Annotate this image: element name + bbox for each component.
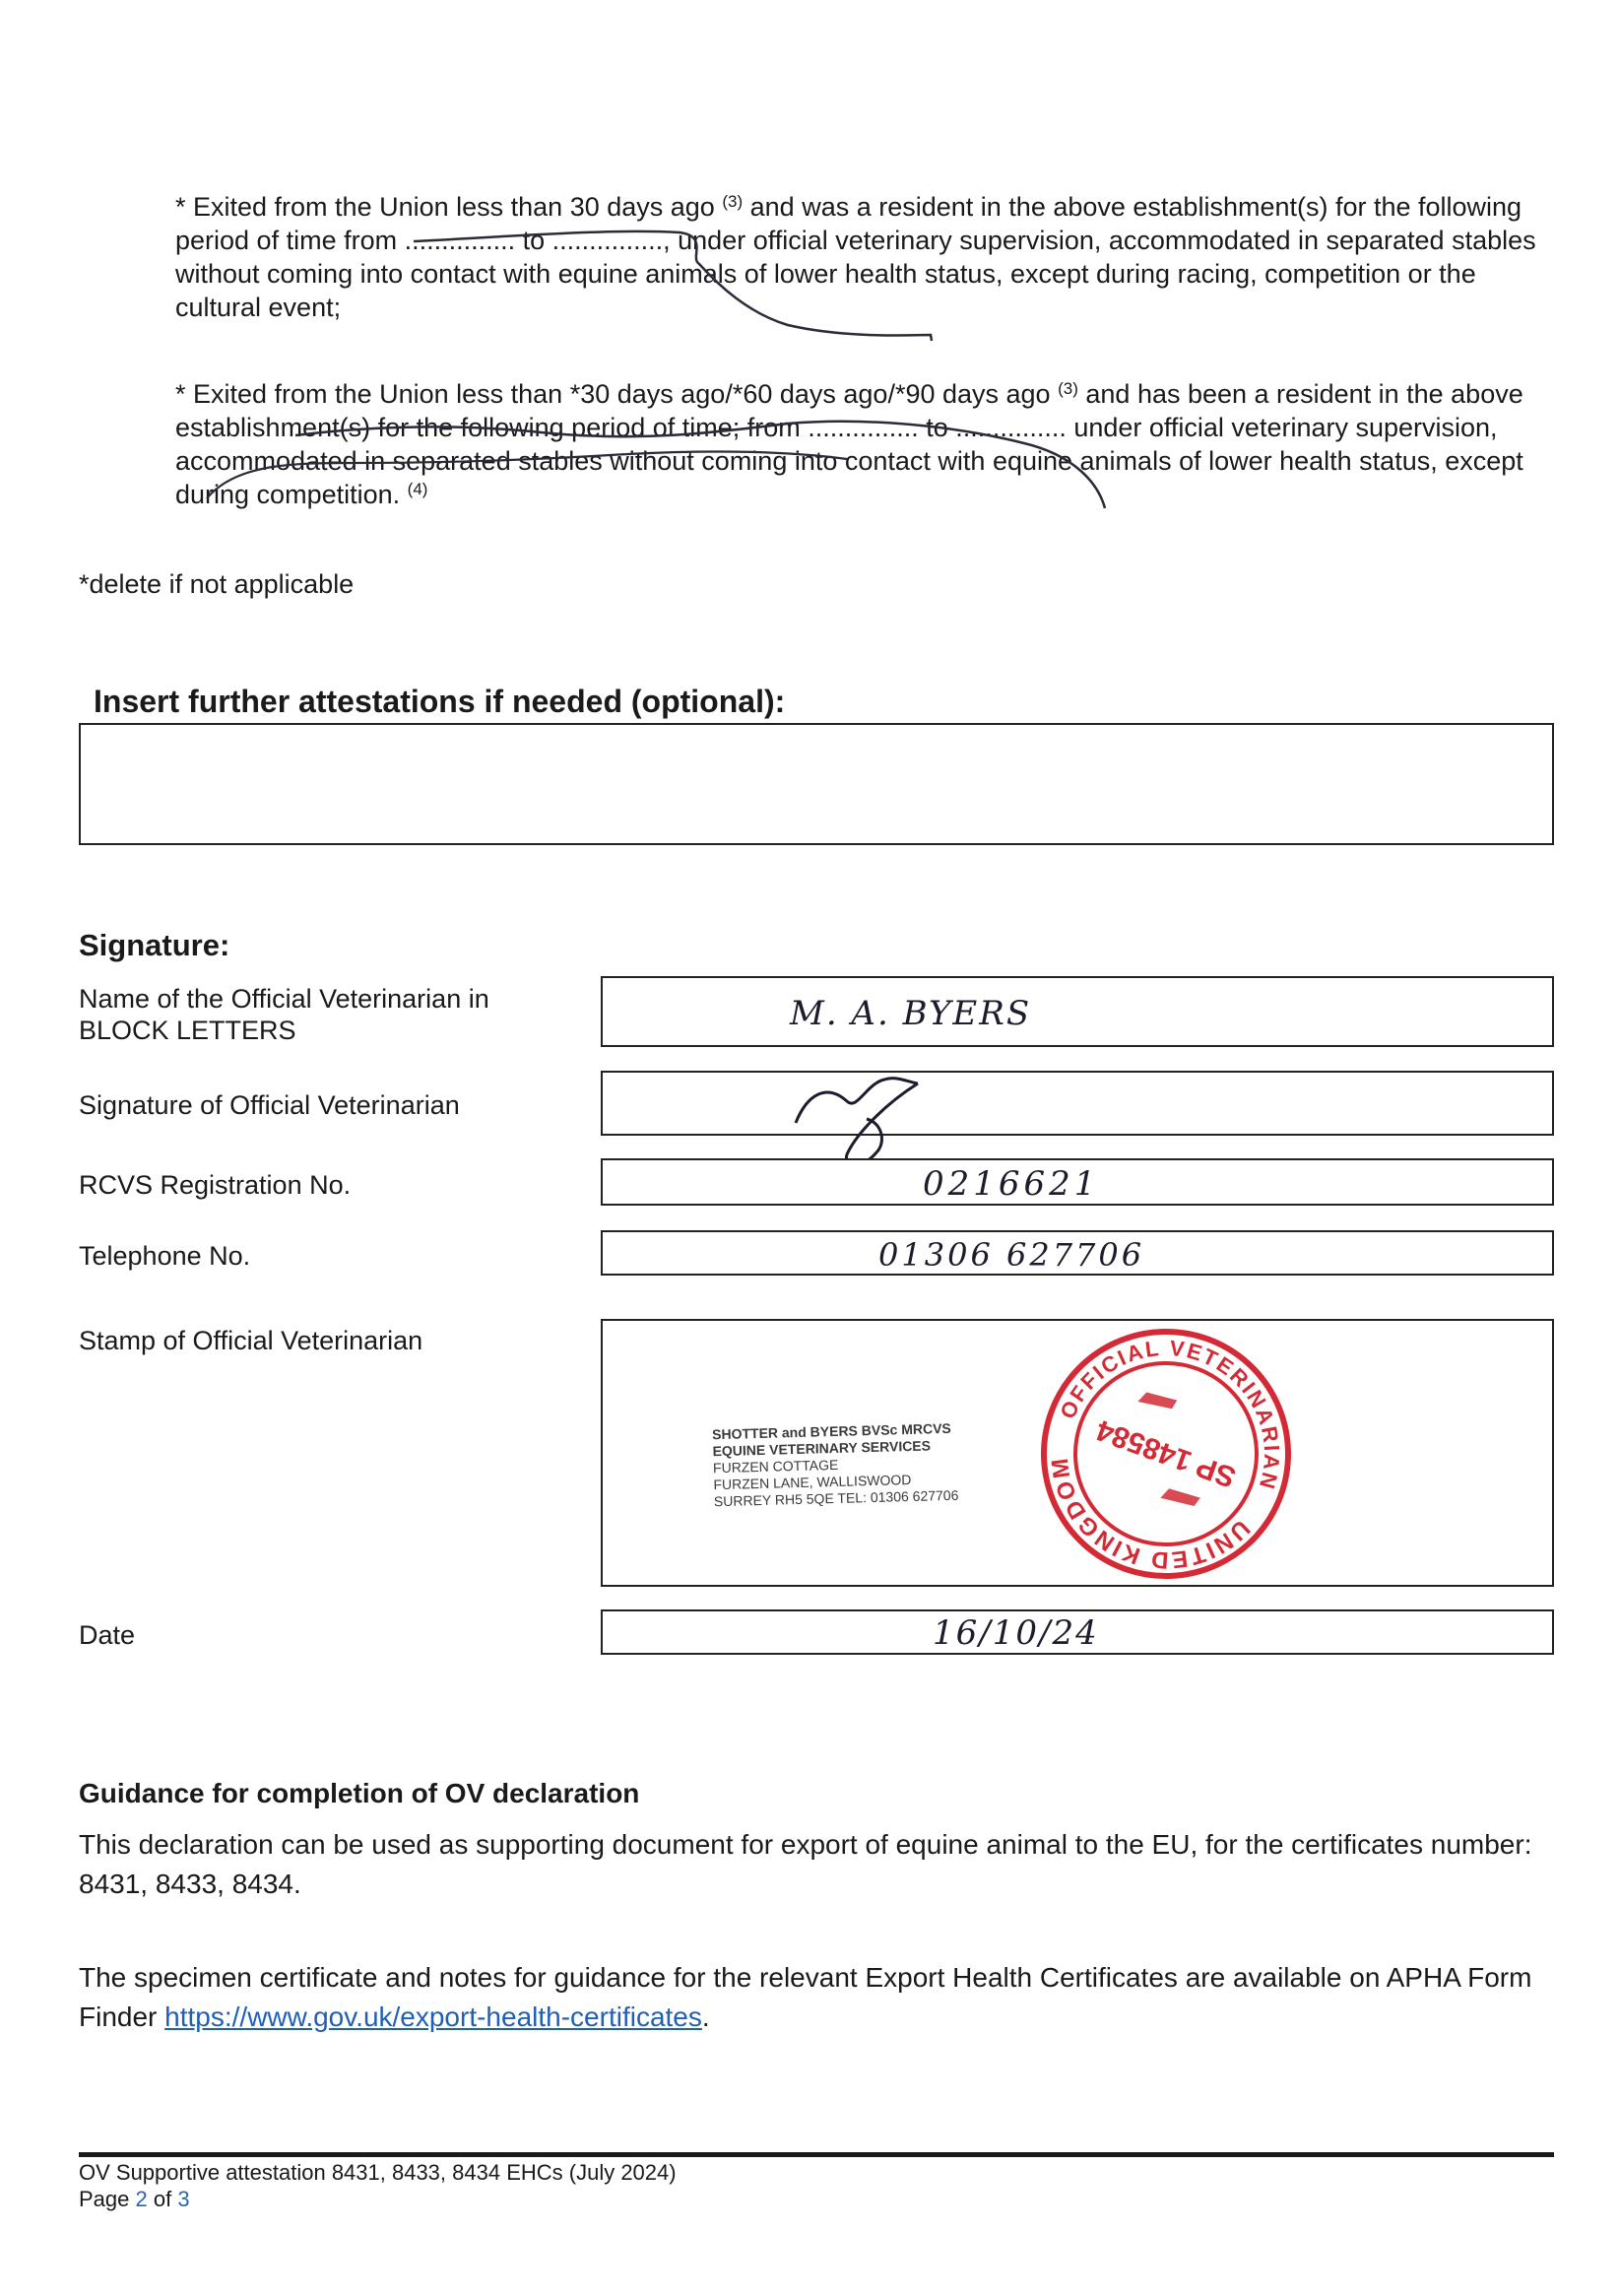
ov-signature-field[interactable] [601,1071,1554,1136]
official-veterinarian-seal [1028,1316,1304,1592]
seal-bottom-text: OFFICIAL VETERINARIAN [1055,1335,1285,1494]
attestation-1-text-b: and was a resident in the above establishment(s) for the following period of time from ............... to ..............., under official veterinary supervision, accommodated in separated stables without coming into contact with equine animals of lower health status, except during racing, competition or the cultural event; [175,192,1536,322]
guidance-heading: Guidance for completion of OV declaration [79,1778,640,1808]
stamp-line-2: EQUINE VETERINARY SERVICES [712,1437,932,1460]
footnote-ref-4: (4) [407,480,428,498]
strike-scribble-2 [0,0,1619,552]
export-health-certificates-link[interactable]: https://www.gov.uk/export-health-certificates [164,2001,702,2032]
practice-stamp [712,1420,959,1510]
stamp-line-4: FURZEN LANE, WALLISWOOD [713,1471,912,1493]
guidance-paragraph-2 [79,1958,1556,2037]
telephone-value: 01306 627706 [878,1236,1145,1274]
telephone-field[interactable] [601,1230,1554,1276]
rcvs-field[interactable] [601,1158,1554,1206]
further-attestations-heading: Insert further attestations if needed (optional): [94,684,786,719]
footer-title: OV Supportive attestation 8431, 8433, 8434 EHCs (July 2024) [79,2160,677,2185]
guidance-period: . [701,2001,710,2032]
telephone-label: Telephone No. [79,1241,251,1271]
rcvs-label: RCVS Registration No. [79,1170,352,1200]
date-value: 16/10/24 [933,1613,1099,1653]
date-label: Date [79,1620,136,1650]
guidance-paragraph-2-text: The specimen certificate and notes for guidance for the relevant Export Health Certificates are available on APHA Form Finder [79,1962,1532,2032]
delete-note: *delete if not applicable [79,569,355,599]
footer-rule [79,2152,1554,2157]
page-word: Page [79,2187,130,2211]
page-of: of [153,2187,172,2211]
seal-top-text: UNITED KINGDOM [1046,1455,1256,1574]
signature-heading: Signature: [79,928,230,962]
footnote-ref-3: (3) [1058,379,1078,398]
ov-signature-label: Signature of Official Veterinarian [79,1090,460,1120]
ov-name-field[interactable] [601,976,1554,1047]
attestation-2-text-b: and has been a resident in the above establishment(s) for the following period of time; from ............... to ............... under official veterinary supervision, accommodated in separated stables without coming into contact with equine animals of lower health status, except during competition. [175,379,1523,509]
ov-name-value: M. A. BYERS [790,994,1032,1033]
stamp-label: Stamp of Official Veterinarian [79,1326,423,1355]
handwritten-signature [788,1054,926,1172]
attestation-1-text-a: * Exited from the Union less than 30 days ago [175,192,715,222]
footnote-ref-3: (3) [722,192,744,211]
further-attestations-field[interactable] [79,723,1554,845]
page-number [79,2187,190,2212]
stamp-field[interactable] [601,1319,1554,1587]
ov-name-label: Name of the Official Veterinarian in BLOCK LETTERS [79,984,489,1045]
page-total: 3 [177,2187,190,2211]
stamp-line-5: SURREY RH5 5QE TEL: 01306 627706 [713,1486,959,1510]
stamp-line-1: SHOTTER and BYERS BVSc MRCVS [711,1419,951,1443]
stamp-line-3: FURZEN COTTAGE [712,1456,839,1476]
seal-number: SP 148584 [1092,1412,1241,1494]
rcvs-value: 0216621 [923,1164,1100,1204]
guidance-paragraph-1: This declaration can be used as supporting document for export of equine animal to the EU, for the certificates number: 8431, 8433, 8434. [79,1829,1532,1899]
date-field[interactable] [601,1609,1554,1655]
attestation-2-text-a: * Exited from the Union less than *30 days ago/*60 days ago/*90 days ago [175,379,1051,409]
page-current: 2 [135,2187,148,2211]
